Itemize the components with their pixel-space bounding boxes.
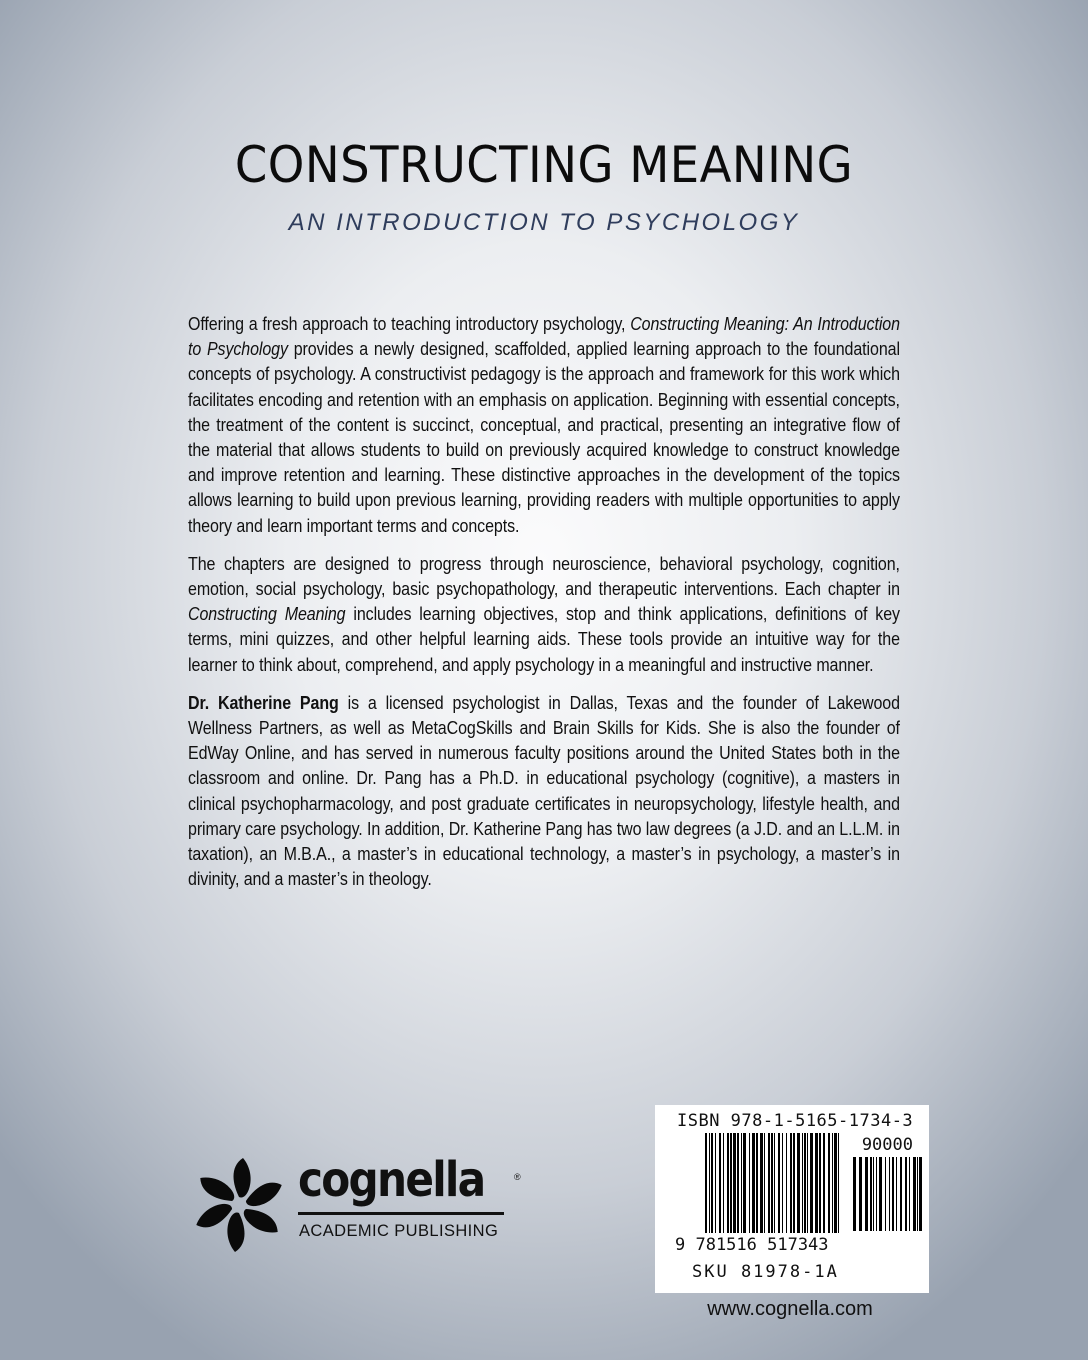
barcode-bar [768,1133,770,1233]
barcode-bar [819,1133,821,1233]
barcode-bar [764,1133,765,1233]
barcode-bar [741,1133,742,1233]
barcode-bar [778,1133,780,1233]
barcode-bar [900,1157,902,1231]
barcode-addon: 90000 [861,1135,913,1155]
isbn-label: ISBN 978-1-5165-1734-3 [677,1111,914,1131]
registered-mark: ® [514,1172,521,1182]
barcode-bar [733,1133,736,1233]
barcode-bar [879,1157,882,1231]
publisher-website: www.cognella.com [707,1298,873,1320]
sku-label: SKU 81978-1A [692,1262,839,1282]
barcode-bar [737,1133,739,1233]
text: provides a newly designed, scaffolded, applied learning approach to the foundational concepts of psychology. A constructivist pedagogy is the approach and framework for this work which facilitates encoding and retention with an emphasis on application. Beginning with essential concepts, the treatment of the content is succinct, conceptual, and practical, presenting an integrative flow of the material that allows students to build on previously acquired knowledge to construct knowledge and improve retention and learning. These distinctive approaches in the development of the topics allows learning to build upon previous learning, providing readers with multiple opportunities to apply theory and learn important terms and concepts. [188,339,900,536]
barcode-bar [804,1133,806,1233]
author-bio [188,691,900,893]
barcode-bar [749,1133,750,1233]
barcode-bar [810,1133,813,1233]
barcode-bar [823,1133,825,1233]
barcode-bar [909,1157,910,1231]
barcode-bar [756,1133,758,1233]
barcode-bar [865,1157,868,1231]
description-paragraph-2 [188,552,900,678]
barcode-bar [913,1157,916,1231]
barcode-bar [790,1133,792,1233]
barcode-digits: 9 781516 517343 [675,1235,829,1255]
barcode-bar [815,1133,818,1233]
barcode-bar [873,1157,874,1231]
barcode-bar [834,1133,837,1233]
text: Offering a fresh approach to teaching introductory psychology, [188,314,631,334]
barcode-bar [786,1133,787,1233]
barcode-bar [885,1157,886,1231]
isbn-barcode [655,1105,929,1293]
text: includes learning objectives, stop and think applications, definitions of key terms, mini quizzes, and other helpful learning aids. These tools provide an intuitive way for the learner to think about, comprehend, and apply psychology in a meaningful and instructive manner. [188,604,900,675]
barcode-bar [892,1157,894,1231]
barcode-bar [743,1133,746,1233]
logo-divider [298,1212,504,1215]
barcode-bar [715,1133,716,1233]
barcode-bar [919,1157,922,1231]
barcode-bar [802,1133,803,1233]
barcode-bar [832,1133,833,1233]
barcode-bar [719,1133,721,1233]
barcode-bar [771,1133,773,1233]
barcode-bar [705,1133,707,1233]
barcode-bar [859,1157,862,1231]
barcode-bar [782,1133,783,1233]
barcode-bar [727,1133,729,1233]
barcode-bar [723,1133,724,1233]
barcode-bar [828,1133,830,1233]
barcode-bar [797,1133,800,1233]
barcode-bar [807,1133,808,1233]
book-title-italic: Constructing Meaning [188,604,346,625]
barcode-bar [793,1133,795,1233]
description-paragraph-1 [188,312,900,539]
text: The chapters are designed to progress through neuroscience, behavioral psychology, cognition, emotion, social psychology, basic psychopathology, and therapeutic interventions. Each chapter in [188,553,900,600]
book-title: CONSTRUCTING MEANING [234,136,854,194]
barcode-bar [896,1157,897,1231]
barcode-bar [838,1133,839,1233]
text: is a licensed psychologist in Dallas, Texas and the founder of Lakewood Wellness Partners, as well as MetaCogSkills and Brain Skills for Kids. She is also the founder of EdWay Online, and has served in numerous faculty positions around the United States both in the classroom and online. Dr. Pang has a Ph.D. in educational psychology (cognitive), a masters in clinical psychopharmacology, and post graduate certificates in neuropsychology, lifestyle health, and primary care psychology. In addition, Dr. Katherine Pang has two law degrees (a J.D. and an L.L.M. in taxation), an M.B.A., a master’s in educational technology, a master’s in psychology, a master’s in divinity, and a master’s in theology. [188,692,900,890]
barcode-bar [730,1133,732,1233]
barcode-bar [876,1157,877,1231]
publisher-tagline: ACADEMIC PUBLISHING [299,1222,499,1240]
barcode-bar [760,1133,763,1233]
barcode-bar [905,1157,907,1231]
barcode-bar [711,1133,713,1233]
author-name: Dr. Katherine Pang [188,692,339,713]
barcode-bar [889,1157,890,1231]
barcode-bar [709,1133,710,1233]
publisher-logo-wordmark: cognella [298,1152,485,1208]
back-cover-description [188,312,900,905]
barcode-bar [853,1157,856,1231]
barcode-bar [870,1157,872,1231]
barcode-bar [774,1133,775,1233]
barcode-bar [752,1133,755,1233]
cognella-flower-logo-icon [187,1155,291,1255]
barcode-bar [917,1157,918,1231]
book-title-italic: Constructing Meaning: An Introduction to Psychology [188,314,900,360]
book-subtitle: AN INTRODUCTION TO PSYCHOLOGY [288,209,800,236]
